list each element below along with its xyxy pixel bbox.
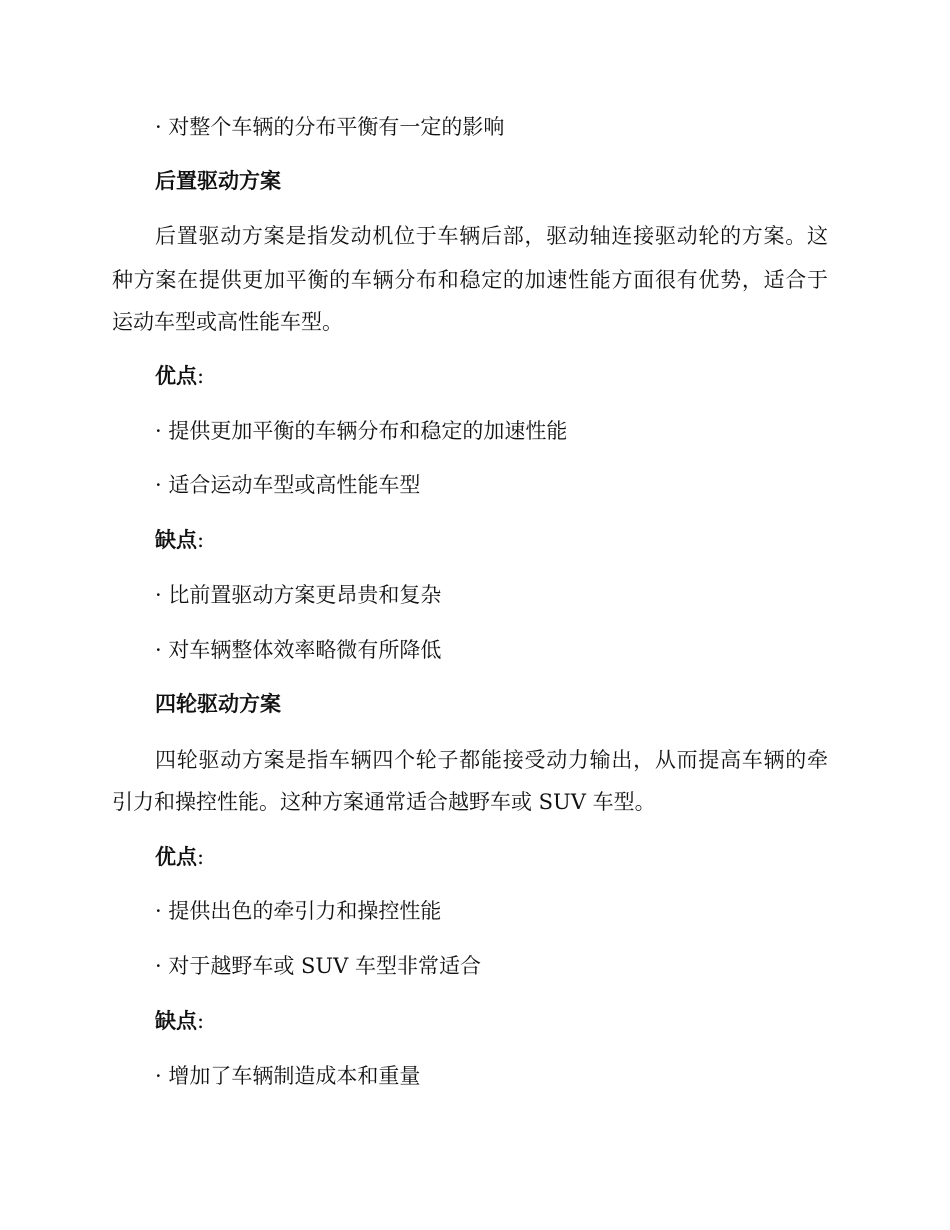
bullet-distribution-impact: · 对整个车辆的分布平衡有一定的影响 [155,115,505,139]
rear-paragraph-line-1: 后置驱动方案是指发动机位于车辆后部，驱动轴连接驱动轮的方案。这 [155,224,828,248]
awd-paragraph-line-1: 四轮驱动方案是指车辆四个轮子都能接受动力输出，从而提高车辆的牵 [155,748,828,772]
awd-pro-item: · 提供出色的牵引力和操控性能 [155,899,442,923]
rear-con-item: · 比前置驱动方案更昂贵和复杂 [155,583,442,607]
awd-paragraph-line-2: 引力和操控性能。这种方案通常适合越野车或 SUV 车型。 [112,790,656,814]
awd-pro-item: · 对于越野车或 SUV 车型非常适合 [155,954,481,978]
rear-pro-item: · 提供更加平衡的车辆分布和稳定的加速性能 [155,419,568,443]
section-heading-four-wheel-drive: 四轮驱动方案 [155,691,281,716]
rear-con-item: · 对车辆整体效率略微有所降低 [155,638,442,662]
rear-cons-label: 缺点: [155,527,205,552]
section-heading-rear-drive: 后置驱动方案 [155,168,281,193]
rear-paragraph-line-2: 种方案在提供更加平衡的车辆分布和稳定的加速性能方面很有优势，适合于 [112,268,828,292]
rear-pros-label: 优点: [155,363,205,388]
rear-paragraph-line-3: 运动车型或高性能车型。 [112,310,343,334]
rear-pro-item: · 适合运动车型或高性能车型 [155,473,421,497]
awd-pros-label: 优点: [155,844,205,869]
awd-con-item: · 增加了车辆制造成本和重量 [155,1064,421,1088]
awd-cons-label: 缺点: [155,1008,205,1033]
